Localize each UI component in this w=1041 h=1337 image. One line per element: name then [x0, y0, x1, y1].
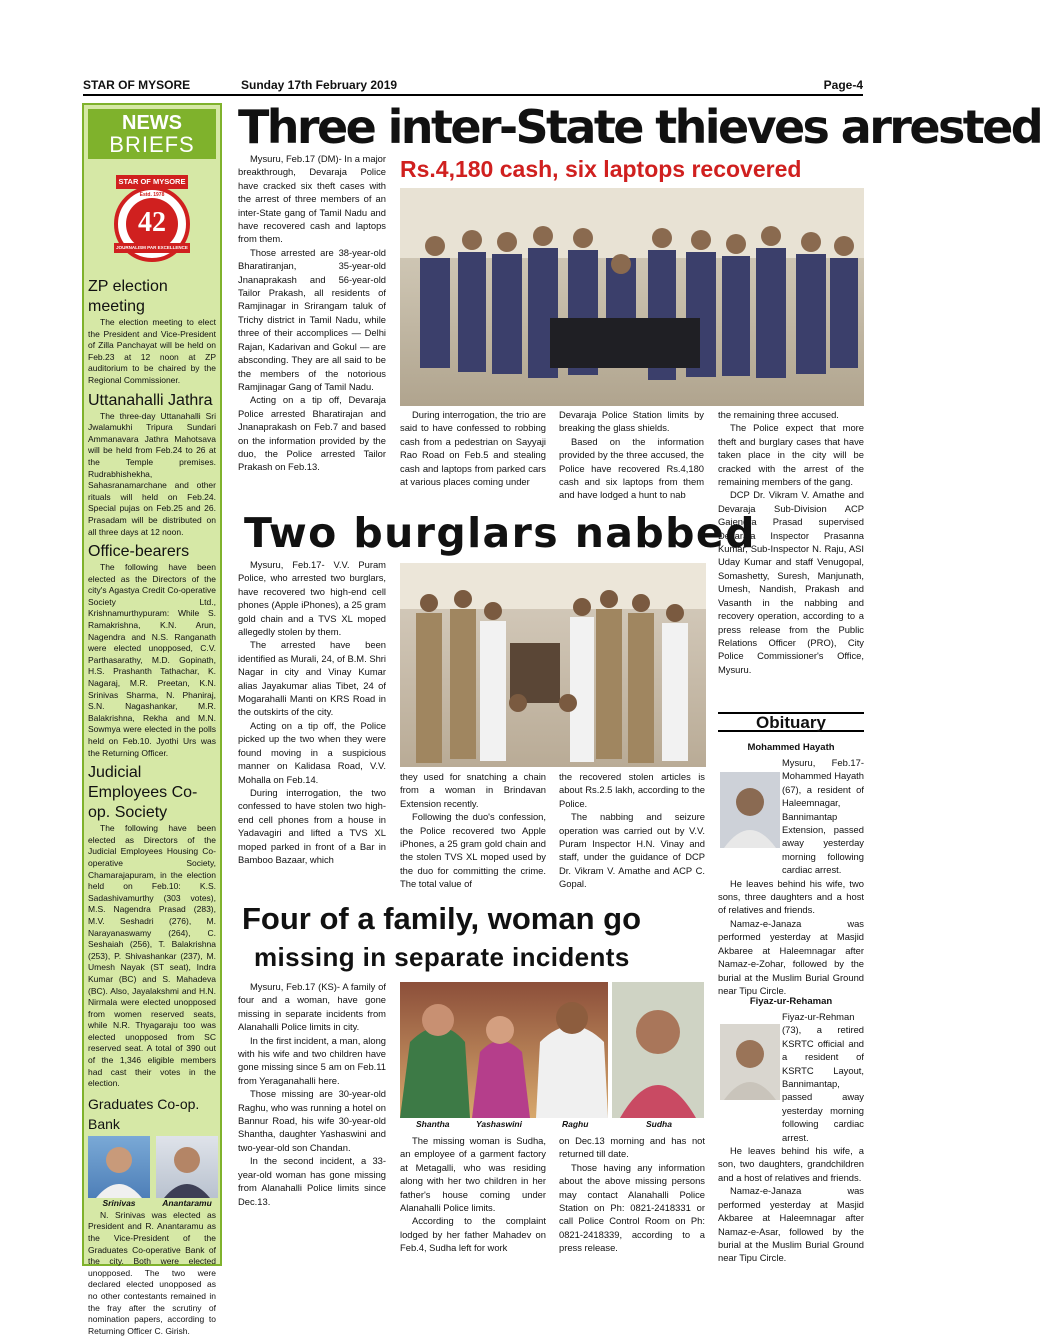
story2-photo-police-with-burglars [400, 563, 706, 767]
missing-family-photo [400, 982, 608, 1118]
story1-subhead: Rs.4,180 cash, six laptops recovered [400, 156, 802, 182]
logo-number: 42 [138, 207, 166, 238]
brief-title-graduates-bank: Graduates Co-op. Bank [88, 1095, 200, 1132]
story3-headline-line2: missing in separate incidents [254, 942, 630, 972]
brief-body-judicial-employees: The following have been elected as Directors of the Judicial Employees Housing Co-operative Society, Chamarajapuram, in the election held on Feb.10: K.S. Sadashivamurthy (303 votes), M.S. Nagendra Prasad (283), M.V. Seshadri (276), M. Narayanaswamy (264), C. Seshaiah (256), T. Balakrishna (253), P. Shivashankar (237), M. Umesh Nayak (ST seat), Indra Kumar (BC) and S. Mahadeva (BC). Also, Jayalakshmi and H.N. Nirmala were elected unopposed from women reserved seats, while N.R. Thyagaraju too was elected unopposed from SC reserved seat. A total of 390 out of the 1,346 eligible members had cast their votes in the election. [88, 823, 216, 1089]
news-briefs-sidebar [82, 103, 222, 1336]
story1-column-4: the remaining three accused. The Police expect that more theft and burglary cases that have taken place in the city will be cracked with the arrest of the remaining members of the gang. DCP Dr. Vikram V. Amathe and Devaraja Sub-Division ACP Gajendra Prasad supervised Devaraja Inspector Prasanna Kumar, Sub-Inspector N. Raju, ASI Uday Kumar and staff Venugopal, Somashetty, Suresh, Manjunath, Umesh, Nandish, Prakash and Vasanth in the nabbing and recovery operation, according to a press release from the Public Relations Officer (PRO), City Police Commissioner's Office, Mysuru. [718, 409, 864, 675]
story3-column-1: Mysuru, Feb.17 (KS)- A family of four and a woman, have gone missing in separate incidents from Alanahalli Police limits in city. In the first incident, a man, along with his wife and two children have gone missing since 5 am on Feb.11 from Yeraganahalli here. Those missing are 30-year-old Raghu, who was running a hotel on Bannur Road, his wife 30-year-old Shantha, daughter Yashaswini and two-year-old son Chandan. In the second incident, a 33-year-old woman has gone missing from Alanahalli Police limits since Dec.13. [238, 981, 386, 1207]
story1-photo-police-with-accused [400, 188, 864, 406]
obituary-title: Obituary [718, 712, 864, 732]
brief-body-zp-election: The election meeting to elect the President and Vice-President of Zilla Panchayat will be held on Feb.23 at 12 noon at ZP auditorium to be chaired by the Regional Commissioner. [88, 317, 216, 385]
srinivas-photo [88, 1136, 150, 1198]
issue-date: Sunday 17th February 2019 [241, 78, 398, 92]
briefs-label: BRIEFS [109, 132, 195, 157]
bank-photo-srinivas [88, 1136, 150, 1208]
obituary-name-2: Fiyaz-ur-Rehaman [749, 996, 833, 1007]
sudha-photo [612, 982, 704, 1118]
brief-title-zp-election: ZP election meeting [88, 278, 168, 315]
bank-photo-anantaramu [156, 1136, 218, 1208]
anantaramu-photo [156, 1136, 218, 1198]
obituary-name-1: Mohammed Hayath [747, 742, 835, 753]
caption-sudha: Sudha [646, 1119, 672, 1129]
story1-column-3: Devaraja Police Station limits by breaking the glass shields. Based on the information provided by the three accused, the Police have recovered Rs.4,180 cash and six laptops from them and have lodged a hunt to nab [559, 409, 704, 501]
brief-title-office-bearers: Office-bearers [88, 543, 190, 561]
brief-title-judicial-employees: Judicial Employees Co-op. Society [88, 764, 198, 822]
story3-photo-captions [400, 1119, 704, 1131]
obituary-2-body: Fiyaz-ur-Rehman (73), a retired KSRTC official and a resident of KSRTC Layout, Bannimantap, passed away yesterday morning following cardiac arrest. He leaves behind his wife, a son, two daughters, grandchildren and a host of relatives and friends. Namaz-e-Janaza was performed yesterday at Masjid Akbaree at Haleemnagar after Namaz-e-Asar, followed by the burial at the Muslim Burial Ground near Tipu Circle. [718, 1011, 864, 1264]
page-header [83, 76, 863, 96]
obituary-1-body: Mysuru, Feb.17- Mohammed Hayath (67), a resident of Haleemnagar, Bannimantap Extension, passed away yesterday morning following cardiac arrest. He leaves behind his wife, two sons, three daughters and a host of relatives and friends. Namaz-e-Janaza was performed yesterday at Masjid Akbaree at Haleemnagar after Namaz-e-Zohar, followed by the burial at the Muslim Burial Ground near Tipu Circle. [718, 757, 864, 996]
caption-raghu: Raghu [562, 1119, 589, 1129]
story2-column-2: they used for snatching a chain from a woman in Brindavan Extension recently. Following the duo's confession, the Police recovered two Apple iPhones, a 25 gram gold chain and the stolen TVS XL moped used by the duo for committing the crime. The total value of [400, 771, 546, 890]
brief-body-office-bearers: The following have been elected as the Directors of the city's Agastya Credit Co-operative Society Ltd., Krishnamurthypuram: While S. Ramakrishna, K.N. Arun, Nagendra and N.S. Ranganath were elected unopposed, C.V. Parthasarathy, M.D. Gopinath, H.S. Prashanth Tathachar, K. Nagaraj, M.R. Preetan, K.N. Srinivas Sharma, N. Phaniraj, S.N. Nagashankar, M.R. Balakrishna, Rekha and M.N. Sowmya were elected in the polls held on Feb.10. Jyothi Urs was the Returning Officer. [88, 562, 216, 758]
logo-bottom-text: JOURNALISM PAR EXCELLENCE [116, 245, 188, 250]
brief-title-uttanahalli-jathra: Uttanahalli Jathra [88, 391, 213, 409]
story2-column-3: the recovered stolen articles is about Rs.2.5 lakh, according to the Police. The nabbing and seizure operation was carried out by V.V. Puram Inspector H.N. Vinay and staff, under the guidance of DCP Dr. Vikram V. Amathe and ACP C. Gopal. [559, 771, 705, 890]
logo-estd: Estd. 1978 [139, 192, 165, 198]
brief-body-uttanahalli-jathra: The three-day Uttanahalli Sri Jwalamukhi Tripura Sundari Ammanavara Jathra Mahotsava will be held from Feb.24 to 26 at the Temple premises. Rudrabhishekha, Sahasranamarchane and other rituals will held on Feb.24. Special pujas on Feb.25 and 26. Prasadam will be distributed on all three days at 12 noon. [88, 410, 216, 537]
anantaramu-caption: Anantaramu [162, 1197, 212, 1208]
story3-column-2: The missing woman is Sudha, an employee of a garment factory at Metagalli, who was residing along with her two children in her father's house coming under Alanahalli Police limits. According to the complaint lodged by her father Mahadev on Feb.4, Sudha left for work [400, 1135, 546, 1254]
star-of-mysore-42-logo [102, 169, 202, 269]
logo-top-text: STAR OF MYSORE [118, 177, 186, 186]
news-briefs-banner [88, 109, 216, 159]
story3-headline-line1: Four of a family, woman go [242, 901, 642, 936]
bank-brief-body: N. Srinivas was elected as President and R. Anantaramu as the Vice-President of the Graduates Co-operative Bank of the city. Both were elected unopposed. The two were declared elected unopposed as no other contestants remained in the fray after the scrutiny of nomination papers, according to Returning Officer C. Girish. [88, 1209, 216, 1336]
story2-column-1: Mysuru, Feb.17- V.V. Puram Police, who arrested two burglars, have recovered two high-end cell phones (Apple iPhones), a 25 gram gold chain and a TVS XL moped allegedly stolen by them. The arrested have been identified as Murali, 24, of B.M. Shri Nagar in city and Vinay Kumar alias Jayakumar alias Tibet, 24 of Mogarahalli Manti on KRS Road in the outskirts of the city. Acting on a tip off, the Police picked up the two when they were found moving in a suspicious manner on Kalidasa Road, V.V. Mohalla on Feb.14. During interrogation, the two confessed to have stolen two high-end cell phones from a house in Yadavagiri and lifted a TVS XL moped parked in front of a Bar in Bamboo Bazaar, which [238, 559, 386, 865]
story3-column-3: on Dec.13 morning and has not returned till date. Those having any information about the above missing persons may contact Alanahalli Police Station on Ph: 0821-2418331 or call Police Control Room on Ph: 0821-2418339, according to a press release. [559, 1135, 705, 1254]
paper-name: STAR OF MYSORE [83, 78, 191, 92]
story1-headline: Three inter-State thieves arrested [238, 100, 1041, 154]
caption-shantha: Shantha [416, 1119, 450, 1129]
news-label: NEWS [122, 112, 182, 134]
story1-column-1: Mysuru, Feb.17 (DM)- In a major breakthrough, Devaraja Police have cracked six theft cases with the arrest of three members of an inter-State gang of Tamil Nadu and have recovered cash and laptops from them. Those arrested are 38-year-old Bharatiranjan, 35-year-old Jnanaprakash and 56-year-old Tailor Prakash, all residents of Ramjinagar in Srirangam taluk of Trichy district in Tamil Nadu, while three of their accomplices — Delhi Rajan, Kadarivan and Gokul — are absconding. They are all said to be the members of the notorious Ramjinagar Gang of Tamil Nadu. Acting on a tip off, Devaraja Police arrested Bharatirajan and Jnanaprakash on Feb.7 and based on the information provided by the duo, the Police arrested Tailor Prakash on Feb.13. [238, 153, 386, 473]
page-number: Page-4 [823, 78, 863, 92]
story1-column-2: During interrogation, the trio are said to have confessed to robbing cash from a pedestrian on Sayyaji Rao Road on Feb.5 and stealing cash and laptops from parked cars at various places coming under [400, 409, 546, 488]
srinivas-caption: Srinivas [102, 1197, 136, 1208]
story2-headline: Two burglars nabbed [244, 509, 756, 557]
bank-photos [88, 1136, 216, 1208]
caption-yashaswini: Yashaswini [476, 1119, 522, 1129]
